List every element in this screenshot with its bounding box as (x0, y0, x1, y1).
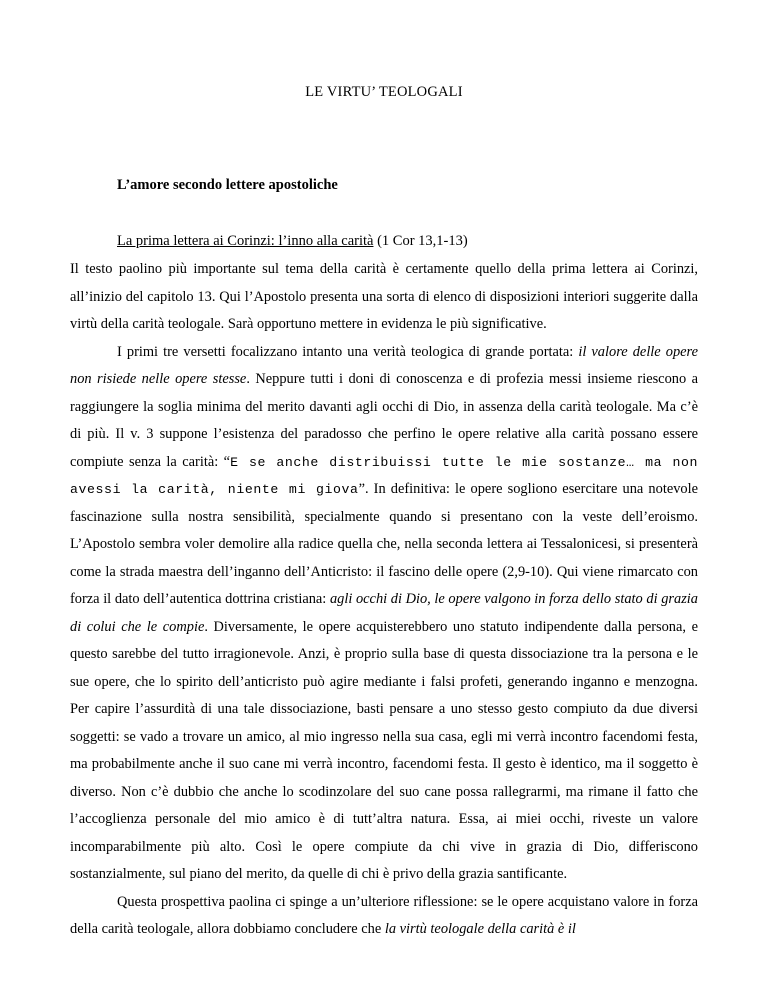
section-heading: L’amore secondo lettere apostoliche (117, 177, 338, 193)
paragraph-3-text-a: Questa prospettiva paolina ci spinge a un’ulteriore riflessione: se le opere acquistano valore in forza della carità teologale, allora dobbiamo concludere che (70, 893, 698, 937)
paragraph-3-italic-b: la virtù teologale della carità è il (384, 921, 576, 937)
paragraph-2-text-g: . Diversamente, le opere acquisterebbero uno statuto indipendente dalla persona, e questo sarebbe del tutto irragionevole. Anzi, è proprio sulla base di questa dissociazione tra la persona e le sue opere, che lo spirito dell’anticristo può agire mediante i falsi profeti, generando inganno e menzogna. Per capire l’assurdità di una tale dissociazione, basti pensare a uno stesso gesto compiuto da due diversi soggetti: se vado a trovare un amico, al mio ingresso nella sua casa, egli mi verrà incontro facendomi festa, ma probabilmente anche il suo cane mi verrà incontro, facendomi festa. Il gesto è identico, ma il soggetto è diverso. Non c’è dubbio che anche lo scodinzolare del suo cane possa rallegrarmi, ma rimane il fatto che l’accoglienza personale del mio amico è di tutt’altra natura. Essa, ai miei occhi, riveste un valore incomparabilmente più alto. Così le opere compiute da chi vive in grazia di Dio, differiscono sostanzialmente, sul piano del merito, da quelle di chi è privo della grazia santificante. (70, 618, 698, 882)
paragraph-2-text-a: I primi tre versetti focalizzano intanto una verità teologica di grande portata: (117, 343, 579, 360)
paragraph-2-italic-f: agli occhi di Dio, le opere valgono in forza dello stato di grazia di colui che le compie (70, 591, 698, 635)
body-text (70, 256, 698, 944)
scripture-quote: E se anche distribuissi tutte le mie sostanze… ma non avessi la carità, niente mi giova (70, 454, 699, 497)
document-title: LE VIRTU’ TEOLOGALI (305, 84, 463, 100)
paragraph-2-text-e: ”. In definitiva: le opere sogliono esercitare una notevole fascinazione sulla nostra sensibilità, specialmente quando si presentano con la veste dell’eroismo. L’Apostolo sembra voler demolire alla radice quella che, nella seconda lettera ai Tessalonicesi, si presenterà come la strada maestra dell’inganno dell’Anticristo: il fascino delle opere (2,9-10). Qui viene rimarcato con forza il dato dell’autentica dottrina cristiana: (70, 481, 698, 607)
paragraph-2-text-c: . Neppure tutti i doni di conoscenza e di profezia messi insieme riescono a raggiungere la soglia minima del merito davanti agli occhi di Dio, in assenza della carità teologale. Ma c’è di più. Il v. 3 suppone l’esistenza del paradosso che perfino le opere relative alla carità possano essere compiute senza la carità: “ (70, 371, 698, 470)
paragraph-2 (70, 339, 698, 889)
paragraph-2-italic-b: il valore delle opere non risiede nelle opere stesse (70, 343, 699, 387)
paragraph-1: Il testo paolino più importante sul tema della carità è certamente quello della prima lettera ai Corinzi, all’inizio del capitolo 13. Qui l’Apostolo presenta una sorta di elenco di disposizioni interiori suggerite dalla virtù della carità teologale. Sarà opportuno mettere in evidenza le più significative. (70, 261, 698, 332)
subsection-title: La prima lettera ai Corinzi: l’inno alla carità (117, 233, 374, 249)
subsection-heading (117, 233, 468, 250)
subsection-reference: (1 Cor 13,1-13) (373, 233, 468, 249)
paragraph-3 (70, 889, 698, 944)
